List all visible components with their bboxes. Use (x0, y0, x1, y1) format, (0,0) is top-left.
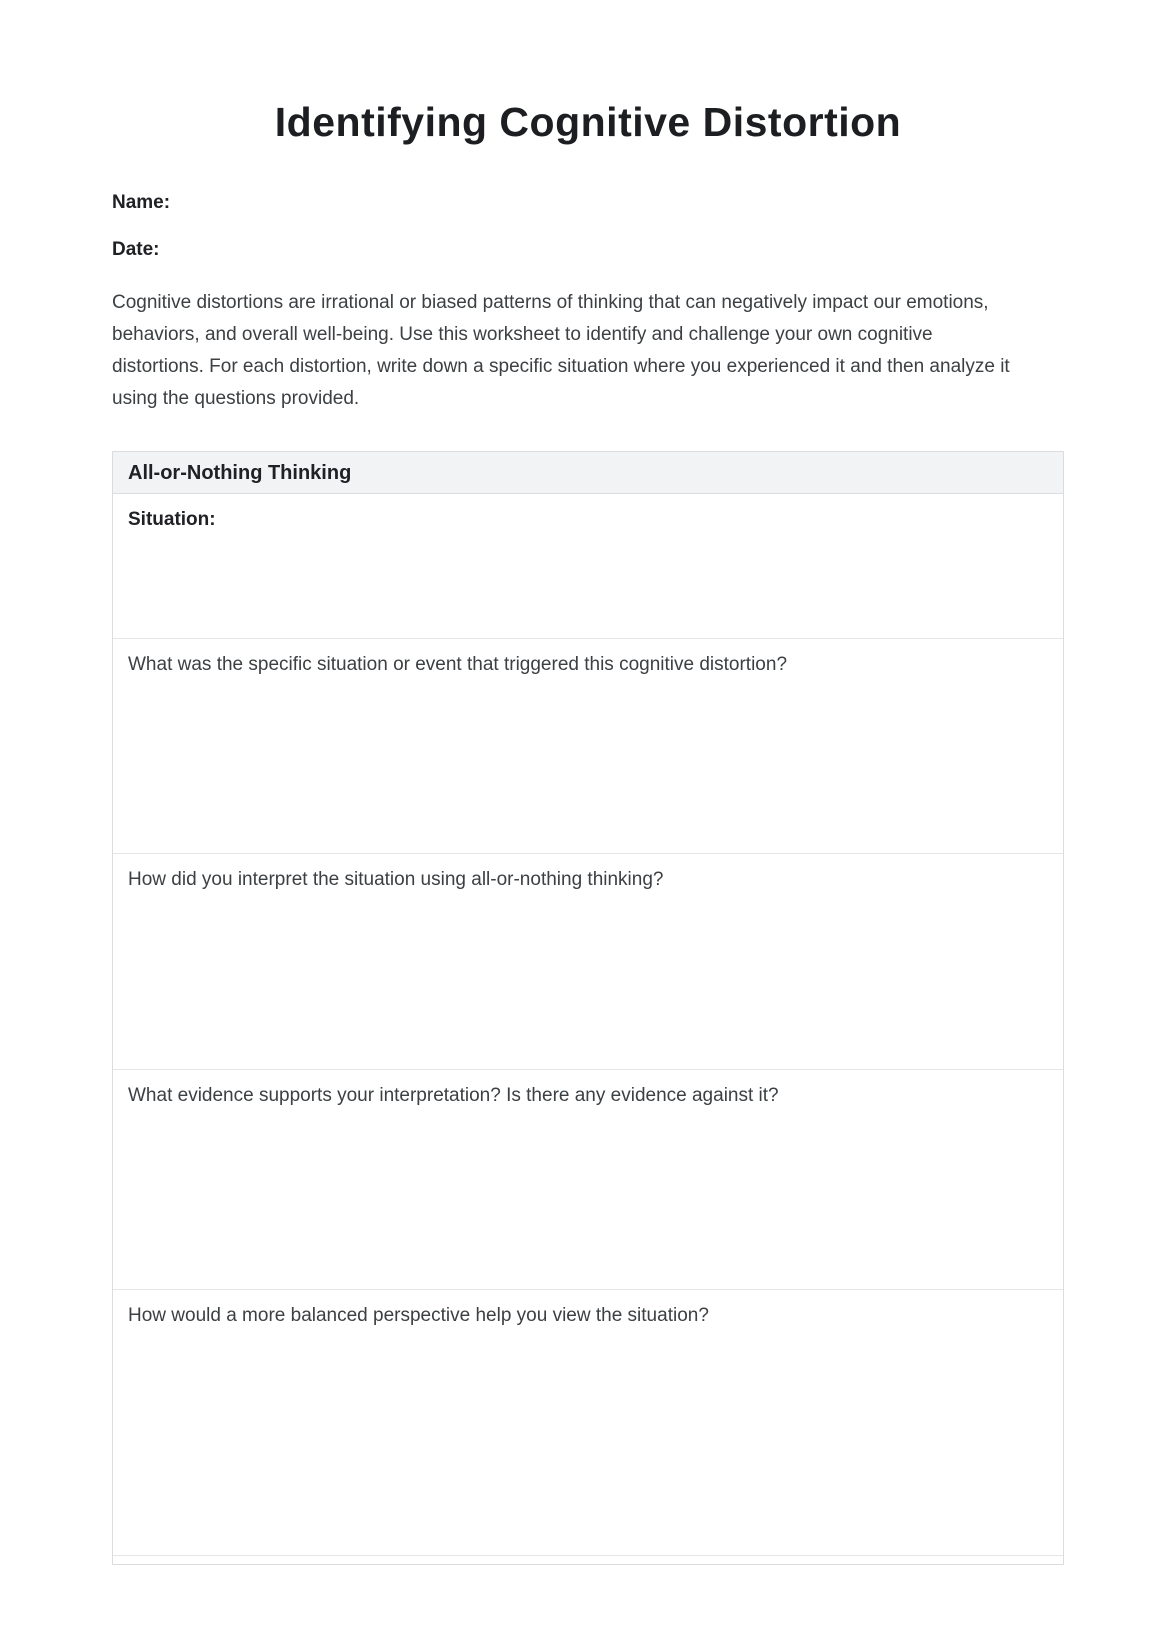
question-cell-interpretation: How did you interpret the situation using all-or-nothing thinking? (113, 854, 1063, 1070)
question-cell-evidence: What evidence supports your interpretation? Is there any evidence against it? (113, 1070, 1063, 1290)
name-field-label: Name: (112, 192, 171, 213)
date-field-label: Date: (112, 239, 160, 260)
distortion-table (112, 451, 1064, 1565)
intro-paragraph: Cognitive distortions are irrational or biased patterns of thinking that can negatively impact our emotions, behaviors, and overall well-being. Use this worksheet to identify and challenge your own cognitive distortions. For each distortion, write down a specific situation where you experienced it and then analyze it using the questions provided. (112, 292, 1010, 409)
situation-cell: Situation: (113, 494, 1063, 639)
table-section-header: All-or-Nothing Thinking (113, 452, 1063, 494)
page-title: Identifying Cognitive Distortion (274, 99, 902, 145)
table-bottom-strip (113, 1556, 1063, 1564)
question-cell-balanced-perspective: How would a more balanced perspective help you view the situation? (113, 1290, 1063, 1556)
question-cell-trigger: What was the specific situation or event that triggered this cognitive distortion? (113, 639, 1063, 854)
